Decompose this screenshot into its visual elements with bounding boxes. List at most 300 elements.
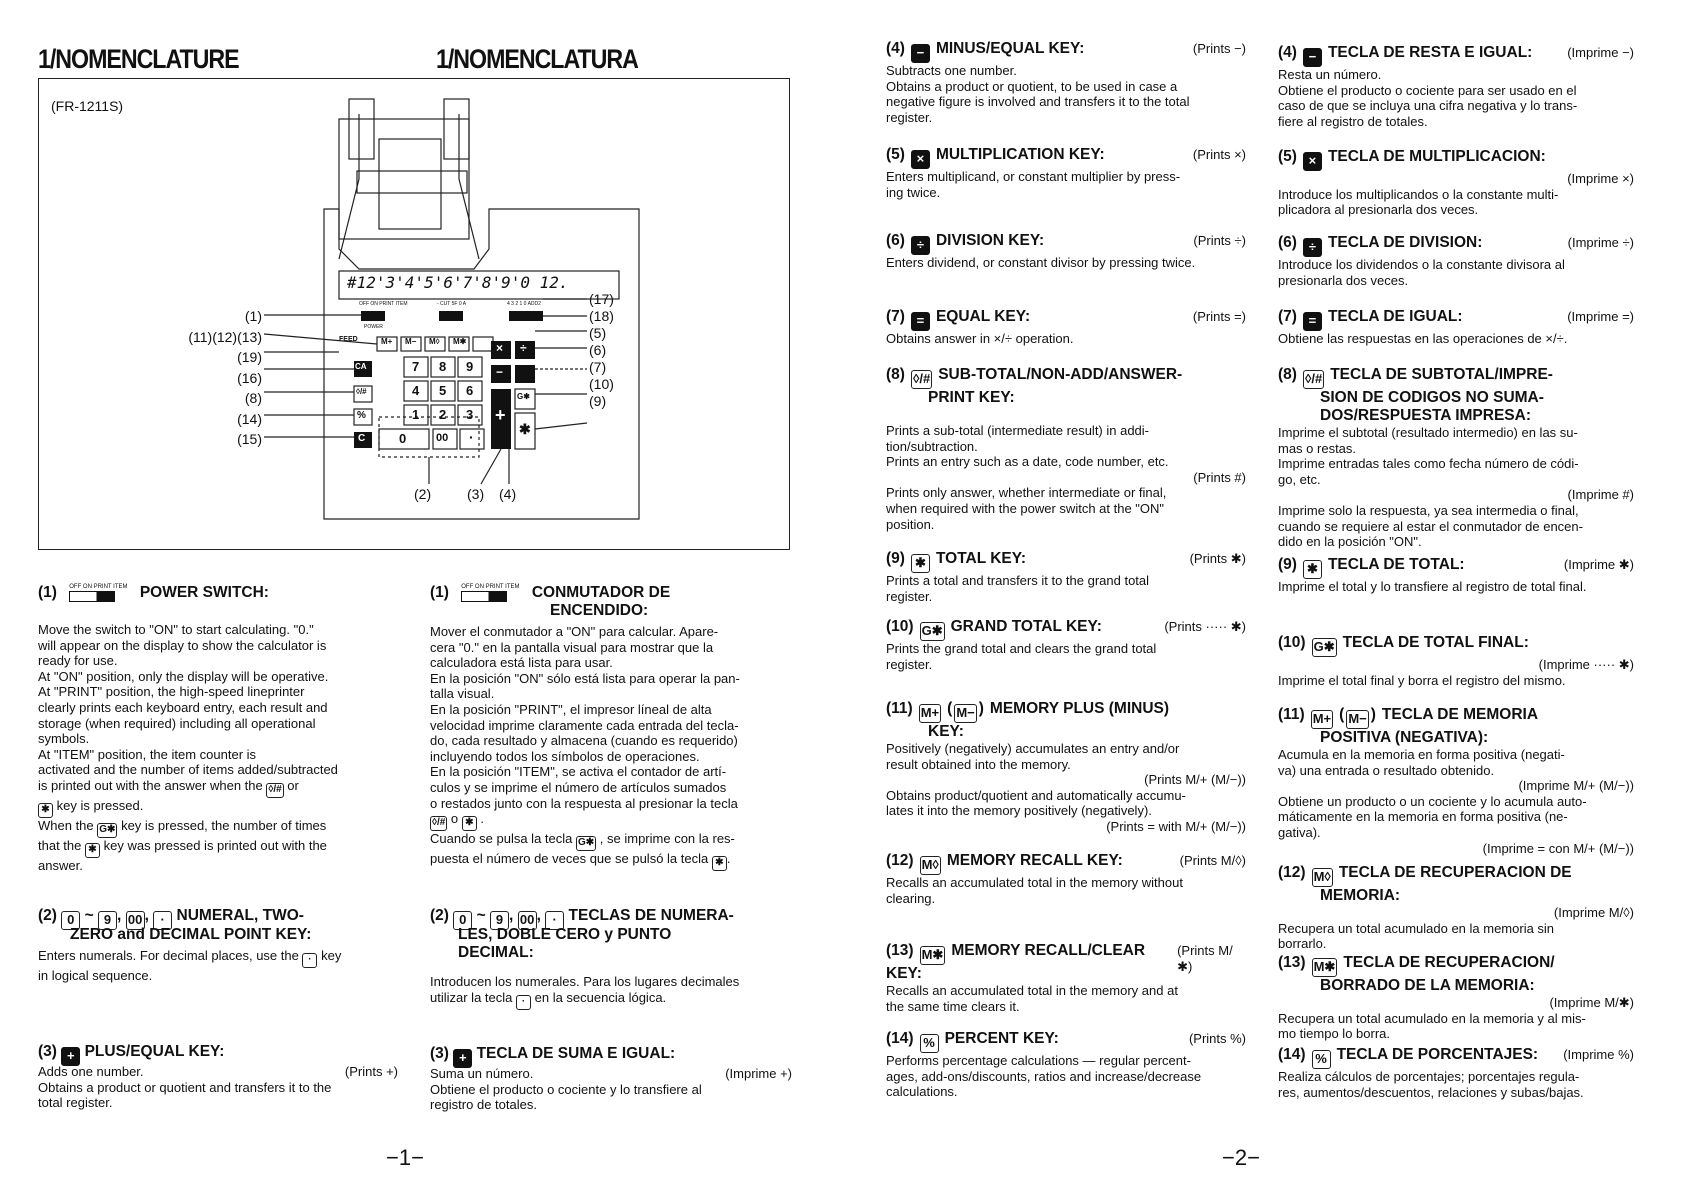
heading-text: PERCENT KEY: bbox=[944, 1030, 1059, 1047]
item-number: (11) bbox=[1278, 706, 1305, 723]
key-icon: − bbox=[1303, 48, 1322, 67]
heading bbox=[886, 40, 1084, 63]
body bbox=[1278, 257, 1634, 288]
text-line: symbols. bbox=[38, 731, 90, 747]
item-number: (10) bbox=[1278, 634, 1306, 651]
item-number: (7) bbox=[886, 308, 905, 325]
item-number: (3) bbox=[430, 1045, 449, 1062]
text-line: . bbox=[480, 811, 485, 827]
switch-label: - CUT 5F 0 A bbox=[437, 301, 467, 307]
prints-label: (Prints M/✱) bbox=[1177, 943, 1233, 974]
text-line: registro de totales. bbox=[430, 1097, 537, 1113]
callout: (8) bbox=[244, 390, 262, 406]
item-number: (9) bbox=[1278, 556, 1297, 573]
text-line: calculations. bbox=[886, 1084, 958, 1100]
text-line: key is pressed, the number of times bbox=[121, 817, 327, 833]
text-line: storage (when required) including all operational bbox=[38, 715, 316, 731]
key-total: ✱ bbox=[519, 421, 531, 437]
switch-legend: OFF ON PRINT ITEM bbox=[461, 584, 520, 590]
en-2-heading-b: ZERO and DECIMAL POINT KEY: bbox=[70, 926, 312, 943]
heading-text: TECLAS DE NUMERA- bbox=[568, 907, 734, 924]
heading bbox=[886, 550, 1026, 573]
heading-text: DOS/RESPUESTA IMPRESA: bbox=[1320, 407, 1531, 424]
text-line: Enters dividend, or constant divisor by pressing twice. bbox=[886, 255, 1196, 270]
text-line: calculadora está lista para usar. bbox=[430, 655, 613, 671]
heading-text: TECLA DE MEMORIA bbox=[1381, 706, 1539, 723]
en-1-body bbox=[38, 622, 404, 874]
callout: (17) bbox=[589, 291, 614, 307]
tilde: ~ bbox=[476, 907, 486, 924]
text-line: Mover el conmutador a "ON" para calcular. Apare- bbox=[430, 624, 719, 639]
text-line: ing twice. bbox=[886, 184, 941, 200]
title-english: 1/NOMENCLATURE bbox=[38, 44, 239, 74]
text-line: At "PRINT" position, the high-speed lineprinter bbox=[38, 684, 305, 700]
text-line: va) una entrada o resultado obtenido. bbox=[1278, 762, 1495, 778]
text-line: velocidad imprime claramente cada entrada del tecla- bbox=[430, 717, 739, 733]
body bbox=[1278, 331, 1634, 347]
text-line: (Prints M/+ (M/−)) bbox=[1144, 772, 1246, 788]
key-icon: M− bbox=[954, 704, 976, 723]
heading bbox=[1278, 864, 1572, 887]
prints-label: (Prints +) bbox=[344, 1064, 398, 1079]
text-line: o bbox=[450, 811, 459, 827]
text-line: Obtiene el producto o cociente y lo transfiere al bbox=[430, 1081, 702, 1097]
heading-text: TECLA DE TOTAL: bbox=[1327, 556, 1465, 573]
text-line: o restados junto con la respuesta al presionar la tecla bbox=[430, 795, 738, 811]
heading-text: MULTIPLICATION KEY: bbox=[935, 146, 1105, 163]
prints-label: (Prints M/◊) bbox=[1179, 853, 1246, 868]
heading-text: TECLA DE RECUPERACION/ bbox=[1343, 954, 1555, 971]
prints-label: (Imprime ÷) bbox=[1567, 235, 1634, 250]
text-line: Resta un número. bbox=[1278, 67, 1382, 82]
text-line: cera "0." en la pantalla visual para mostrar que la bbox=[430, 639, 714, 655]
text-line: in logical sequence. bbox=[38, 968, 153, 983]
key-00: 00 bbox=[436, 432, 449, 444]
heading bbox=[886, 146, 1105, 169]
heading-text: POWER SWITCH: bbox=[139, 584, 269, 602]
text-line: caso de que se incluya una cifra negativa y lo trans- bbox=[1278, 98, 1578, 114]
es-2-body bbox=[430, 974, 800, 1010]
es-section-14 bbox=[1278, 1046, 1634, 1100]
m-minus-key: M− bbox=[405, 337, 417, 346]
prints-label: (Imprime ····· ✱) bbox=[1538, 657, 1634, 672]
key-5: 5 bbox=[439, 383, 447, 398]
body bbox=[1278, 579, 1634, 595]
key-dot-icon: · bbox=[302, 953, 317, 968]
c-key: C bbox=[358, 433, 366, 444]
text-line: that the bbox=[38, 837, 82, 853]
text-line: Introduce los multiplicandos o la constante multi- bbox=[1278, 186, 1559, 202]
heading-text: EQUAL KEY: bbox=[935, 308, 1031, 325]
es-section-12 bbox=[1278, 864, 1634, 952]
comma: , bbox=[144, 907, 149, 924]
body bbox=[886, 641, 1246, 672]
en-section-4 bbox=[886, 40, 1246, 125]
heading-text: MEMORY RECALL/CLEAR KEY: bbox=[886, 942, 1146, 982]
text-line: Obtains product/quotient and automatically accumu- bbox=[886, 787, 1186, 803]
key-icon: = bbox=[911, 312, 930, 331]
text-line: When the bbox=[38, 817, 94, 833]
text-line: At "ITEM" position, the item counter is bbox=[38, 746, 257, 762]
heading-text: TECLA DE IGUAL: bbox=[1327, 308, 1463, 325]
grand-total-key-icon: G✱ bbox=[576, 836, 596, 851]
heading-text: MEMORY RECALL KEY: bbox=[946, 852, 1123, 869]
key-00-icon: 00 bbox=[126, 911, 145, 930]
text-line: Realiza cálculos de porcentajes; porcentajes regula- bbox=[1278, 1069, 1580, 1084]
callout-4: (4) bbox=[499, 486, 517, 502]
heading-text: TECLA DE SUMA E IGUAL: bbox=[476, 1045, 676, 1062]
key-icon: M+ bbox=[1311, 710, 1333, 729]
text-line: clearing. bbox=[886, 890, 936, 906]
item-number: (4) bbox=[886, 40, 905, 57]
callout: (11)(12)(13) bbox=[188, 328, 262, 345]
switch-legend: OFF ON PRINT ITEM bbox=[69, 584, 128, 590]
text-line: Recupera un total acumulado en la memoria y al mis- bbox=[1278, 1010, 1586, 1026]
text-line: Prints an entry such as a date, code number, etc. bbox=[886, 454, 1169, 470]
heading-text: KEY: bbox=[928, 723, 964, 740]
text-line: Obtiene el producto o cociente para ser usado en el bbox=[1278, 82, 1577, 98]
heading bbox=[1278, 634, 1529, 657]
item-number: (8) bbox=[886, 366, 905, 383]
body bbox=[886, 423, 1246, 532]
text-line: Imprime el subtotal (resultado intermedio) en las su- bbox=[1278, 425, 1578, 440]
text-line: go, etc. bbox=[1278, 471, 1321, 487]
heading bbox=[1278, 954, 1555, 977]
heading-text: TOTAL KEY: bbox=[935, 550, 1027, 567]
heading-text: TECLA DE TOTAL FINAL: bbox=[1342, 634, 1529, 651]
callout: (9) bbox=[589, 393, 607, 409]
en-section-9 bbox=[886, 550, 1246, 604]
text-line: Move the switch to "ON" to start calculating. "0." bbox=[38, 622, 314, 637]
body bbox=[1278, 67, 1634, 129]
prints-label: (Imprime ×) bbox=[1567, 171, 1634, 186]
en-section-14 bbox=[886, 1030, 1246, 1100]
heading-text: TECLA DE SUBTOTAL/IMPRE- bbox=[1330, 366, 1553, 383]
en-2-body bbox=[38, 948, 404, 984]
body bbox=[886, 169, 1246, 200]
heading bbox=[1278, 308, 1463, 331]
prints-label: (Imprime M/◊) bbox=[1553, 905, 1634, 920]
prints-label: (Prints =) bbox=[1192, 309, 1246, 324]
prints-label: (Prints ✱) bbox=[1189, 551, 1246, 566]
item-number: (2) bbox=[38, 907, 57, 924]
comma: , bbox=[116, 907, 122, 924]
text-line: Obtains a product or quotient, to be used in case a bbox=[886, 78, 1178, 94]
text-line: utilizar la tecla bbox=[430, 989, 513, 1005]
key-icon: M− bbox=[1346, 710, 1368, 729]
text-line: Prints a total and transfers it to the grand total bbox=[886, 573, 1150, 588]
feed-key: FEED bbox=[339, 336, 358, 343]
prints-label: (Prints −) bbox=[1192, 41, 1246, 56]
m-clear-key: M✱ bbox=[453, 337, 467, 346]
text-line: Introducen los numerales. Para los lugares decimales bbox=[430, 974, 740, 989]
subtotal-key-icon: ◊/# bbox=[430, 816, 447, 831]
heading-text: MEMORY PLUS (MINUS) bbox=[989, 700, 1170, 717]
key-icon: G✱ bbox=[1312, 638, 1337, 657]
percent-key: % bbox=[357, 410, 366, 421]
es-2-heading-b: LES, DOBLE CERO y PUNTO bbox=[458, 926, 672, 943]
en-3-body bbox=[38, 1064, 398, 1111]
text-line: máticamente en la memoria en forma positiva (ne- bbox=[1278, 809, 1568, 825]
key-00-icon: 00 bbox=[518, 911, 537, 930]
text-line: dido en la posición "ON". bbox=[1278, 534, 1422, 550]
text-line: Imprime el total y lo transfiere al registro de total final. bbox=[1278, 579, 1587, 594]
key-dot-icon: · bbox=[516, 995, 531, 1010]
text-line: will appear on the display to show the calculator is bbox=[38, 637, 327, 653]
es-section-7 bbox=[1278, 308, 1634, 347]
en-section-6 bbox=[886, 232, 1246, 271]
heading-text: MINUS/EQUAL KEY: bbox=[935, 40, 1085, 57]
page-number-2: −2− bbox=[1222, 1145, 1260, 1170]
text-line: key is pressed. bbox=[56, 797, 144, 813]
heading-text: NUMERAL, TWO- bbox=[176, 907, 304, 924]
heading-text: PLUS/EQUAL KEY: bbox=[84, 1043, 225, 1060]
power-switch-icon bbox=[461, 584, 519, 602]
text-line: Suma un número. bbox=[430, 1066, 534, 1081]
calculator-figure bbox=[38, 78, 790, 550]
key-plus: + bbox=[495, 405, 506, 425]
key-8: 8 bbox=[439, 359, 447, 374]
heading-text: TECLA DE RESTA E IGUAL: bbox=[1327, 44, 1533, 61]
text-line: Positively (negatively) accumulates an entry and/or bbox=[886, 741, 1180, 756]
key-dot: · bbox=[469, 429, 474, 445]
heading bbox=[886, 232, 1044, 255]
text-line: en la secuencia lógica. bbox=[534, 989, 667, 1005]
heading-text: BORRADO DE LA MEMORIA: bbox=[1320, 977, 1535, 994]
text-line: the same time clears it. bbox=[886, 998, 1020, 1014]
callouts-right bbox=[589, 291, 614, 410]
heading-text: GRAND TOTAL KEY: bbox=[950, 618, 1102, 635]
text-line: clearly prints each keyboard entry, each result and bbox=[38, 699, 328, 715]
text-line: (Imprime M/+ (M/−)) bbox=[1518, 778, 1634, 794]
callout: (14) bbox=[237, 410, 262, 427]
body bbox=[886, 573, 1246, 604]
text-line: En la posición "ITEM", se activa el contador de artí- bbox=[430, 764, 727, 780]
plus-key-icon: + bbox=[61, 1047, 80, 1066]
text-line: key was pressed is printed out with the bbox=[103, 837, 327, 853]
es-2-heading-c: DECIMAL: bbox=[458, 944, 534, 961]
es-section-5 bbox=[1278, 148, 1634, 218]
key-icon: M◊ bbox=[1312, 868, 1333, 887]
text-line: is printed out with the answer when the bbox=[38, 777, 263, 793]
text-line: ages, add-ons/discounts, ratios and increase/decrease bbox=[886, 1068, 1202, 1084]
text-line: do, cada resultado y almacena (cuando es requerido) bbox=[430, 733, 738, 749]
text-line: Prints the grand total and clears the grand total bbox=[886, 641, 1157, 656]
text-line: culos y se imprime el número de artículos sumados bbox=[430, 779, 727, 795]
key-6: 6 bbox=[466, 383, 474, 398]
key-grand-total: G✱ bbox=[517, 392, 530, 401]
key-icon: = bbox=[1303, 312, 1322, 331]
text-line: ready for use. bbox=[38, 653, 118, 669]
m-plus-key: M+ bbox=[381, 337, 393, 346]
item-number: (12) bbox=[886, 852, 914, 869]
callout: (5) bbox=[589, 325, 607, 341]
es-section-9 bbox=[1278, 556, 1634, 595]
text-line: mo tiempo lo borra. bbox=[1278, 1026, 1390, 1042]
heading bbox=[1278, 366, 1553, 389]
model-label: (FR-1211S) bbox=[51, 98, 124, 114]
key-icon: ✱ bbox=[911, 554, 930, 573]
prints-label: (Imprime M/✱) bbox=[1549, 995, 1634, 1010]
en-3-heading bbox=[38, 1043, 224, 1066]
item-number: (7) bbox=[1278, 308, 1297, 325]
heading bbox=[1278, 556, 1465, 579]
switch-label: OFF ON PRINT ITEM bbox=[359, 301, 408, 307]
item-number: (14) bbox=[1278, 1046, 1306, 1063]
callout: (7) bbox=[589, 359, 607, 375]
item-number: (6) bbox=[1278, 234, 1297, 251]
calculator-display: #12'3'4'5'6'7'8'9'0 12. bbox=[347, 273, 569, 292]
en-section-10 bbox=[886, 618, 1246, 672]
text-line: Prints a sub-total (intermediate result) in addi- bbox=[886, 423, 1150, 438]
text-line: register. bbox=[886, 109, 933, 125]
text-line: En la posición "ON" sólo está lista para operar la pan- bbox=[430, 670, 740, 686]
en-1-heading bbox=[38, 584, 269, 602]
switch-label: 4 3 2 1 0 ADD2 bbox=[507, 301, 541, 307]
item-number: (10) bbox=[886, 618, 914, 635]
text-line: cuando se requiere al estar el conmutador de encen- bbox=[1278, 518, 1583, 534]
heading-text: CONMUTADOR DE bbox=[531, 584, 671, 602]
power-switch-icon bbox=[69, 584, 127, 602]
item-number: (3) bbox=[38, 1043, 57, 1060]
text-line: activated and the number of items added/subtracted bbox=[38, 762, 338, 778]
body bbox=[1278, 187, 1634, 218]
callout: (6) bbox=[589, 342, 607, 358]
item-number: (8) bbox=[1278, 366, 1297, 383]
key-9-icon: 9 bbox=[98, 911, 117, 930]
prints-label: (Imprime %) bbox=[1563, 1047, 1634, 1062]
heading bbox=[1278, 148, 1546, 171]
en-section-7 bbox=[886, 308, 1246, 347]
key-icon: × bbox=[911, 150, 930, 169]
item-number: (13) bbox=[886, 942, 914, 959]
key-9: 9 bbox=[466, 359, 474, 374]
en-section-8 bbox=[886, 366, 1246, 532]
body bbox=[1278, 1069, 1634, 1100]
text-line: position. bbox=[886, 516, 935, 532]
es-section-13 bbox=[1278, 954, 1634, 1042]
heading bbox=[1278, 1046, 1538, 1069]
text-line: Obtains a product or quotient and transfers it to the bbox=[38, 1079, 332, 1095]
callout-3: (3) bbox=[467, 486, 485, 502]
prints-label: (Imprime −) bbox=[1567, 45, 1634, 60]
es-1-body bbox=[430, 624, 800, 871]
body bbox=[1278, 747, 1634, 856]
text-line: res, aumentos/descuentos, relaciones y subas/bajas. bbox=[1278, 1084, 1584, 1100]
es-section-8 bbox=[1278, 366, 1634, 550]
key-icon: M✱ bbox=[1312, 958, 1338, 977]
text-line: Prints only answer, whether intermediate or final, bbox=[886, 485, 1167, 501]
heading-text: TECLA DE MULTIPLICACION: bbox=[1327, 148, 1546, 165]
text-line: , se imprime con la res- bbox=[599, 831, 735, 847]
text-line: presionarla dos veces. bbox=[1278, 272, 1409, 288]
heading bbox=[886, 942, 1177, 983]
text-line: Recupera un total acumulado en la memoria sin bbox=[1278, 920, 1555, 936]
text-line: (Prints = with M/+ (M/−)) bbox=[1106, 818, 1246, 834]
heading bbox=[886, 366, 1182, 389]
item-number: (5) bbox=[886, 146, 905, 163]
es-3-heading bbox=[430, 1045, 675, 1068]
callout: (19) bbox=[237, 349, 262, 365]
key-icon: M✱ bbox=[920, 946, 946, 965]
es-3-body bbox=[430, 1066, 792, 1113]
es-section-6 bbox=[1278, 234, 1634, 288]
heading-text: DIVISION KEY: bbox=[935, 232, 1045, 249]
text-line: mas o restas. bbox=[1278, 440, 1357, 456]
body bbox=[886, 331, 1246, 347]
item-number: (4) bbox=[1278, 44, 1297, 61]
prints-label: (Imprime ✱) bbox=[1563, 557, 1634, 572]
text-line: Enters numerals. For decimal places, use the bbox=[38, 948, 299, 963]
text-line: Cuando se pulsa la tecla bbox=[430, 831, 573, 847]
text-line: (Imprime = con M/+ (M/−)) bbox=[1482, 840, 1634, 856]
item-number: (1) bbox=[38, 584, 57, 602]
body bbox=[1278, 921, 1634, 952]
key-icon: ÷ bbox=[1303, 238, 1322, 257]
text-line: Adds one number. bbox=[38, 1064, 144, 1079]
text-line: register. bbox=[886, 588, 933, 604]
key-icon: M+ bbox=[919, 704, 941, 723]
key-4: 4 bbox=[412, 383, 420, 398]
grand-total-key-icon: G✱ bbox=[97, 823, 117, 838]
text-line: Performs percentage calculations — regular percent- bbox=[886, 1053, 1191, 1068]
text-line: Obtiene las respuestas en las operaciones de ×/÷. bbox=[1278, 331, 1568, 346]
text-line: Imprime entradas tales como fecha número de códi- bbox=[1278, 456, 1579, 472]
heading: (11) M+ ( M− ) TECLA DE MEMORIA bbox=[1278, 706, 1538, 729]
key-dot-icon: · bbox=[153, 911, 172, 930]
heading-text: TECLA DE DIVISION: bbox=[1327, 234, 1483, 251]
text-line: incluyendo todos los símbolos de operaciones. bbox=[430, 748, 700, 764]
heading-text: SION DE CODIGOS NO SUMA- bbox=[1320, 389, 1544, 406]
text-line: At "ON" position, only the display will be operative. bbox=[38, 668, 329, 684]
heading-text: MEMORIA: bbox=[1320, 887, 1401, 904]
es-section-4 bbox=[1278, 44, 1634, 129]
prints-label: (Prints ×) bbox=[1192, 147, 1246, 162]
key-1: 1 bbox=[412, 407, 420, 422]
callout: (1) bbox=[244, 308, 262, 324]
m-recall-key: M◊ bbox=[429, 337, 440, 346]
ca-key: CA bbox=[355, 362, 367, 371]
text-line: . bbox=[726, 851, 731, 867]
text-line: Obtains answer in ×/÷ operation. bbox=[886, 331, 1074, 346]
prints-label: (Prints ÷) bbox=[1193, 233, 1246, 248]
title-spanish: 1/NOMENCLATURA bbox=[436, 44, 638, 74]
text-line: key bbox=[321, 948, 342, 963]
item-number: (5) bbox=[1278, 148, 1297, 165]
text-line: fiere al registro de totales. bbox=[1278, 113, 1428, 129]
callout: (10) bbox=[589, 376, 614, 392]
total-key-icon: ✱ bbox=[38, 803, 53, 818]
text-line: negative figure is involved and transfers it to the total bbox=[886, 94, 1190, 110]
en-section-12 bbox=[886, 852, 1246, 906]
body bbox=[886, 1053, 1246, 1100]
text-line: lates it into the memory positively (negatively). bbox=[886, 803, 1152, 819]
text-line: Imprime solo la respuesta, ya sea intermedia o final, bbox=[1278, 502, 1579, 518]
subtotal-key: ◊/# bbox=[356, 387, 367, 396]
callout-2: (2) bbox=[414, 486, 432, 502]
body bbox=[886, 63, 1246, 125]
key-2: 2 bbox=[439, 407, 447, 422]
key-0-icon: 0 bbox=[453, 911, 472, 930]
calculator-drawing bbox=[39, 79, 789, 549]
text-line: Recalls an accumulated total in the memory and at bbox=[886, 983, 1178, 998]
body bbox=[886, 875, 1246, 906]
heading bbox=[886, 618, 1102, 641]
text-line: borrarlo. bbox=[1278, 936, 1327, 952]
text-line: Recalls an accumulated total in the memory without bbox=[886, 875, 1183, 890]
heading bbox=[886, 1030, 1059, 1053]
item-number: (2) bbox=[430, 907, 449, 924]
